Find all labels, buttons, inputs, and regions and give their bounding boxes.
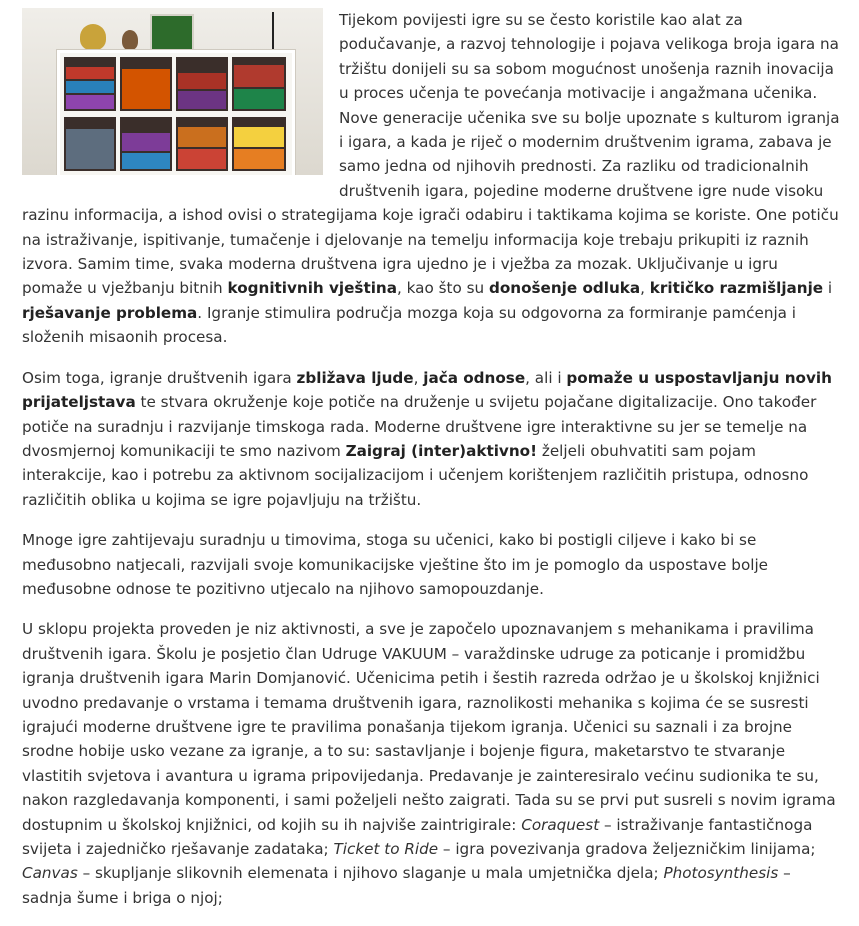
paragraph-social bbox=[22, 366, 842, 512]
game-box bbox=[66, 95, 114, 109]
game-box bbox=[234, 127, 284, 147]
text-run: , ali i bbox=[525, 368, 567, 387]
text-run: – skupljanje slikovnih elemenata i njihovo slaganje u mala umjetnička djela; bbox=[77, 864, 664, 883]
article-content bbox=[22, 8, 842, 926]
bold-phrase: kognitivnih vještina bbox=[227, 279, 397, 298]
text-run: – igra povezivanja gradova željezničkim linijama; bbox=[438, 840, 816, 858]
italic-title: Ticket to Ride bbox=[333, 840, 439, 858]
bold-phrase: jača odnose bbox=[423, 368, 526, 387]
photo-lamp-element bbox=[272, 12, 292, 52]
text-run: – sadnja šume i briga o njoj; bbox=[22, 864, 791, 907]
game-box bbox=[178, 91, 226, 109]
text-run: željeli obuhvatiti sam pojam interakcije, kao i potrebu za aktivnom socijalizacijom i učenjem korištenjem različitih pristupa, odnosno različitih oblika u kojima se igre pojavljuju na tržištu. bbox=[22, 441, 809, 509]
bold-phrase: Zaigraj (inter)aktivno! bbox=[345, 441, 538, 460]
game-box bbox=[122, 69, 170, 109]
text-run: U sklopu projekta proveden je niz aktivnosti, a sve je započelo upoznavanjem s mehanikama i pravilima društvenih igara. Školu je posjetio član Udruge VAKUUM – varaždinske udruge za poticanje i promidžbu igranja društvenih igara Marin Domjanović. Učenicima petih i šestih razreda održao je u školskoj knjižnici uvodno predavanje o vrstama i temama društvenih igara, raznolikosti mehanika s kojima će se susresti igrajući moderne društvene igre te pravilima ponašanja tijekom igranja. Učenici su saznali i za brojne srodne hobije usko vezane za igranje, a to su: sastavljanje i bojenje figura, maketarstvo te stvaranje vlastitih svjetova i avantura u igrama pripovijedanja. Predavanje je zainteresiralo većinu sudionika te su, nakon razgledavanja komponenti, i sami poželjeli nešto zaigrati. Tada su se prvi put susreli s novim igrama dostupnim u školskoj knjižnici, od kojih su ih najviše zaintrigirale: bbox=[22, 620, 836, 834]
text-run: – istraživanje fantastičnoga svijeta i zajedničko rješavanje zadataka; bbox=[22, 815, 813, 858]
text-run: , kao što su bbox=[397, 279, 489, 298]
bold-phrase: kritičko razmišljanje bbox=[649, 279, 824, 298]
text-run: Osim toga, igranje društvenih igara bbox=[22, 368, 297, 387]
text-run: , bbox=[413, 368, 424, 387]
text-run: te stvara okruženje koje potiče na druženje u svijetu pojačane digitalizacije. Ono također potiče na suradnju i razvijanje timskoga rada. Moderne društvene igre interaktivne su jer se temelje na dvosmjernoj komunikaciji te smo nazivom bbox=[22, 393, 817, 460]
game-box bbox=[66, 81, 114, 93]
photo-plant-element bbox=[80, 24, 106, 50]
bold-phrase: donošenje odluka bbox=[488, 279, 641, 298]
game-box bbox=[122, 153, 170, 169]
game-box bbox=[234, 149, 284, 169]
game-box bbox=[178, 149, 226, 169]
bold-phrase: zbližava ljude bbox=[296, 368, 414, 387]
photo-shelf bbox=[57, 50, 295, 175]
paragraph-activities bbox=[22, 617, 842, 910]
italic-title: Photosynthesis bbox=[663, 864, 779, 883]
game-box bbox=[66, 67, 114, 79]
photo-pot-element bbox=[122, 30, 138, 50]
italic-title: Canvas bbox=[22, 864, 78, 883]
photo-frame-element bbox=[150, 14, 194, 54]
text-run: Tijekom povijesti igre su se često koristile kao alat za podučavanje, a razvoj tehnologije i pojava velikoga broja igara na tržištu donijeli su sa sobom mogućnost unošenja raznih inovacija u proces učenja te povećanja motivacije i angažmana učenika. Nove generacije učenika sve su bolje upoznate s kulturom igranja i igara, a kada je riječ o modernim društvenim igrama, zabava je samo jedna od njihovih prednosti. Za razliku od tradicionalnih društvenih igara, pojedine moderne društvene igre nude visoku razinu informacija, a ishod ovisi o strategijama koje igrači odabiru i taktikama kojima se koriste. One potiču na istraživanje, ispitivanje, tumačenje i djelovanje na temelju informacija koje trebaju prikupiti iz raznih izvora. Samim time, svaka moderna društvena igra ujedno je i vježba za mozak. Uključivanje u igru pomaže u vježbanju bitnih bbox=[22, 11, 840, 298]
game-box bbox=[66, 129, 114, 169]
text-run: i bbox=[823, 279, 833, 298]
game-box bbox=[178, 73, 226, 89]
game-box bbox=[122, 133, 170, 151]
text-run: . Igranje stimulira područja mozga koja su odgovorna za formiranje pamćenja i složenih misaonih procesa. bbox=[22, 303, 797, 347]
game-box bbox=[178, 127, 226, 147]
bold-phrase: pomaže u uspostavljanju novih prijateljstava bbox=[22, 368, 832, 412]
board-games-shelf-photo[interactable] bbox=[22, 8, 323, 175]
text-run: Mnoge igre zahtijevaju suradnju u timovima, stoga su učenici, kako bi postigli ciljeve i kako bi se međusobno natjecali, razvijali svoje komunikacijske vještine što im je pomoglo da uspostave bolje međusobne odnose te pozitivno utjecalo na njihovo samopouzdanje. bbox=[22, 531, 769, 598]
bold-phrase: rješavanje problema bbox=[22, 303, 198, 322]
text-run: , bbox=[640, 279, 650, 298]
paragraph-teamwork bbox=[22, 528, 842, 601]
game-box bbox=[234, 65, 284, 87]
italic-title: Coraquest bbox=[521, 815, 600, 834]
game-box bbox=[234, 89, 284, 109]
